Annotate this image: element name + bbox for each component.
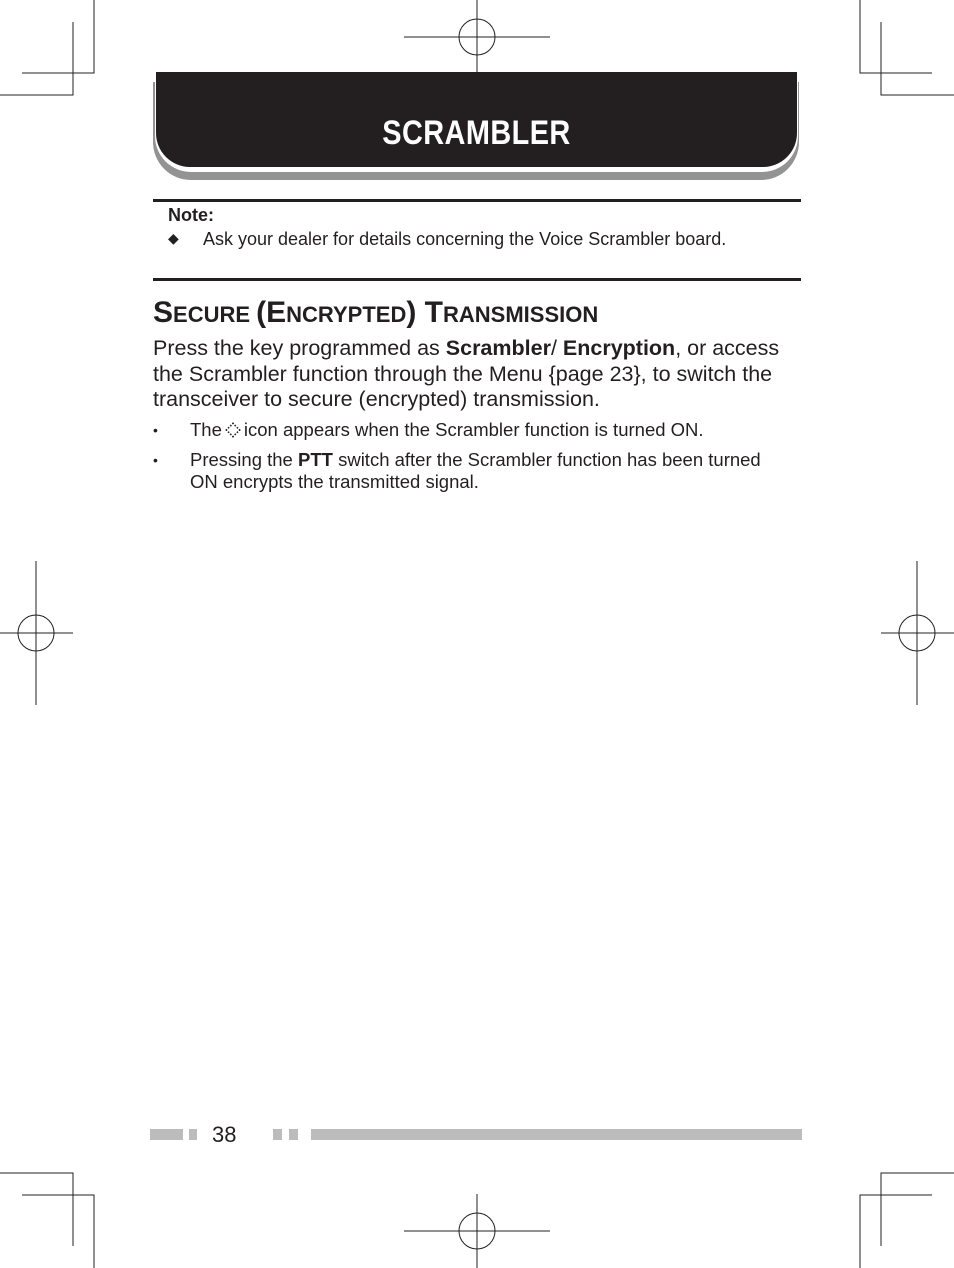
note-label: Note: <box>168 205 214 225</box>
footer-bar <box>289 1129 298 1140</box>
note-text: Ask your dealer for details concerning the Voice Scrambler board. <box>203 229 727 249</box>
diamond-bullet-icon: ◆ <box>168 230 179 246</box>
footer-bar <box>189 1129 197 1140</box>
page-number: 38 <box>212 1122 237 1147</box>
chapter-title: SCRAMBLER <box>382 114 571 152</box>
registration-mark-right <box>881 561 954 705</box>
registration-mark-left <box>0 561 73 705</box>
chapter-header <box>156 72 797 167</box>
registration-mark-bottom <box>404 1194 550 1268</box>
footer-bar <box>150 1129 183 1140</box>
footer-bar <box>311 1129 802 1140</box>
note-box <box>153 199 801 281</box>
body-paragraph: Press the key programmed as Scrambler/ Encryption, or access the Scrambler function through the Menu {page 23}, to switch the transceiver to secure (encrypted) transmission. <box>153 336 780 411</box>
scrambler-icon <box>225 422 240 437</box>
footer-bar <box>273 1129 282 1140</box>
registration-mark-top <box>404 0 550 74</box>
section-heading: SECURE (ENCRYPTED) TRANSMISSION <box>153 296 599 329</box>
manual-page: SCRAMBLER Note: ◆ Ask your dealer for details concerning the Voice Scrambler board. SECURE (ENCRYPTED) TRANSMISSION Press the key programmed as Scrambler/ Encryption, or access the Scrambler function through the Menu {page 23}, to switch the transceiver to secure (encrypted) transmission. • The icon appears when the Scrambler function is turned ON. • Pressing the PTT switch after the Scrambler function has been turned ON encrypts the transmitted signal. 38 <box>0 0 954 1268</box>
